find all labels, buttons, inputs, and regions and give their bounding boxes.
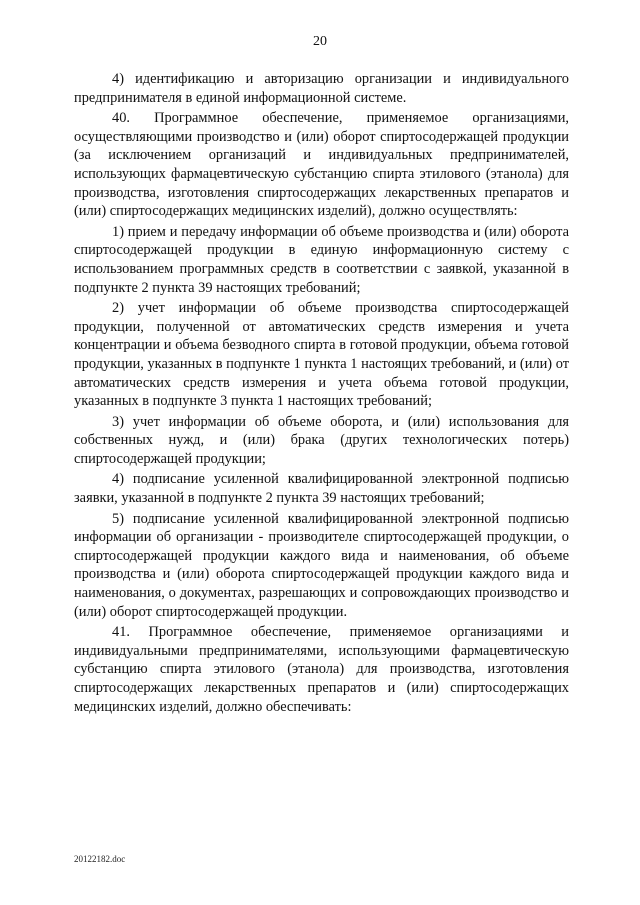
paragraph-clause-41: 41. Программное обеспечение, применяемое организациями и индивидуальными предпринимателями, использующими фармацевтическую субстанцию спирта этилового (этанола) для производства, изготовления спиртосодержащих лекарственных препаратов и (или) спиртосодержащих медицинских изделий, должно обеспечивать: — [74, 624, 569, 715]
paragraph-clause-40: 40. Программное обеспечение, применяемое организациями, осуществляющими производство и (или) оборот спиртосодержащей продукции (за исключением организаций и индивидуальных предпринимателей, использующих фармацевтическую субстанцию спирта этилового (этанола) для производства, изготовления спиртосодержащих лекарственных препаратов и (или) спиртосодержащих медицинских изделий), должно осуществлять: — [74, 110, 569, 220]
paragraph-item-4: 4) идентификацию и авторизацию организации и индивидуального предпринимателя в единой информационной системе. — [74, 71, 569, 106]
footer-filename: 20122182.doc — [74, 854, 126, 864]
paragraph-subitem-2: 2) учет информации об объеме производства спиртосодержащей продукции, полученной от автоматических средств измерения и учета концентрации и объема безводного спирта в готовой продукции, объема готовой продукции, указанных в подпункте 1 пункта 1 настоящих требований, и (или) от автоматических средств измерения и учета объема готовой продукции, указанных в подпункте 3 пункта 1 настоящих требований; — [74, 300, 569, 410]
paragraph-subitem-5: 5) подписание усиленной квалифицированной электронной подписью информации об организации - производителе спиртосодержащей продукции, о спиртосодержащей продукции каждого вида и наименования, об объеме производства и (или) оборота спиртосодержащей продукции каждого вида и наименования, о документах, разрешающих и сопровождающих производство и (или) оборот спиртосодержащей продукции. — [74, 510, 569, 620]
paragraph-subitem-3: 3) учет информации об объеме оборота, и (или) использования для собственных нужд, и (или) брака (других технологических потерь) спиртосодержащей продукции; — [74, 413, 569, 467]
document-body — [74, 70, 569, 718]
paragraph-subitem-1: 1) прием и передачу информации об объеме производства и (или) оборота спиртосодержащей продукции в единую информационную систему с использованием программных средств в соответствии с заявкой, указанной в подпункте 2 пункта 39 настоящих требований; — [74, 223, 569, 296]
paragraph-subitem-4: 4) подписание усиленной квалифицированной электронной подписью заявки, указанной в подпункте 2 пункта 39 настоящих требований; — [74, 471, 569, 507]
page-number: 20 — [313, 34, 327, 49]
